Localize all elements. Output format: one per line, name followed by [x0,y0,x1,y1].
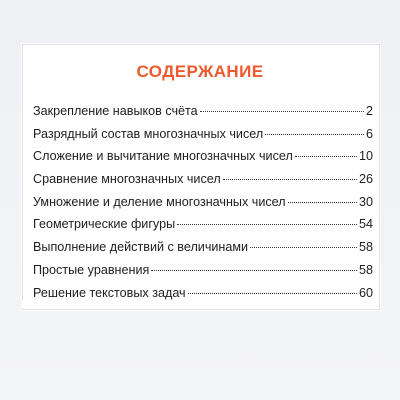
toc-page-number: 6 [365,126,373,141]
dot-leader [250,246,357,248]
toc-label: Геометрические фигуры [33,217,176,232]
toc-page-number: 2 [365,104,373,118]
contents-title: СОДЕРЖАНИЕ [136,62,264,81]
toc-label: Сложение и вычитание многозначных чисел [33,149,293,164]
toc-label: Сравнение многозначных чисел [33,172,221,187]
toc-page-number: 60 [358,285,373,300]
toc-row [33,217,373,240]
dot-leader [177,223,357,225]
toc-row [33,195,373,218]
toc-label: Закрепление навыков счёта [33,104,198,118]
toc-label: Выполнение действий с величинами [33,240,249,255]
dot-leader [200,110,364,112]
dot-leader [288,201,357,203]
toc-page-number: 30 [358,194,373,209]
dot-leader [295,155,357,157]
toc-page-number: 26 [358,172,373,187]
toc-page-number: 10 [358,149,373,164]
dot-leader [223,178,357,180]
toc-label: Разрядный состав многозначных чисел [33,126,264,141]
dot-leader [265,133,364,135]
toc-row [33,286,373,309]
toc-row [33,127,373,150]
toc-row [33,172,373,195]
toc-label: Решение текстовых задач [33,285,186,300]
toc-row [33,240,373,263]
toc-row [33,263,373,286]
toc-label: Умножение и деление многозначных чисел [33,194,286,209]
toc-label: Простые уравнения [33,262,150,277]
toc-row [33,149,373,172]
dot-leader [151,269,357,271]
toc-page-number: 54 [358,217,373,232]
toc-row [33,104,373,127]
table-of-contents [33,104,373,308]
dot-leader [188,292,357,294]
toc-page-number: 58 [358,240,373,255]
toc-page-number: 58 [358,262,373,277]
